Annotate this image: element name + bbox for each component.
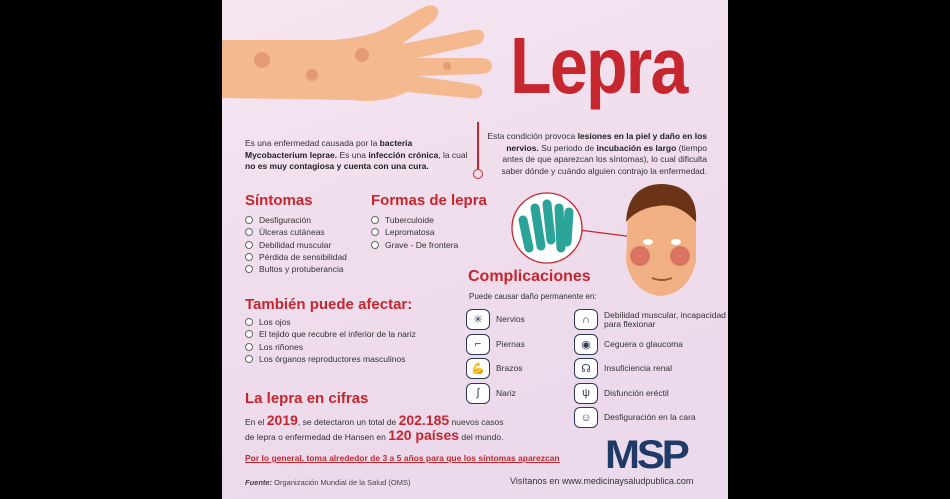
complicacion-left-label: Nervios <box>496 314 525 324</box>
complicacion-right-label: Desfiguración en la cara <box>604 412 696 422</box>
leg-icon: ⌐ <box>466 334 490 355</box>
msp-logo: MSP <box>605 433 687 477</box>
complicacion-right-label: Disfunción eréctil <box>604 387 669 398</box>
arm-icon: 💪 <box>466 358 490 379</box>
bullet-circle-icon <box>245 355 253 363</box>
sintomas-item-label: Bultos y protuberancia <box>259 264 344 275</box>
complicaciones-heading: Complicaciones <box>468 268 591 285</box>
face-icon: ☺ <box>574 407 598 428</box>
tambien-item-label: Los riñones <box>259 341 303 352</box>
sintomas-item-label: Úlceras cutáneas <box>259 227 325 238</box>
sintomas-heading: Síntomas <box>245 192 313 209</box>
face-illustration <box>618 182 703 300</box>
formas-item-label: Grave - De frontera <box>385 239 459 250</box>
muscle-icon: ∩ <box>574 309 598 330</box>
cifras-heading: La lepra en cifras <box>245 390 369 407</box>
sintomas-item <box>245 215 311 225</box>
tambien-item <box>245 342 303 352</box>
note: Por lo general, toma alrededor de 3 a 5 años para que los síntomas aparezcan <box>245 453 560 463</box>
tambien-heading: También puede afectar: <box>245 296 413 313</box>
complicacion-left-label: Nariz <box>496 387 516 398</box>
complicacion-right-label: Insuficiencia renal <box>604 363 673 373</box>
complicaciones-subtitle: Puede causar daño permanente en: <box>469 292 597 301</box>
sintomas-item <box>245 264 344 274</box>
complicacion-right-label: Ceguera o glaucoma <box>604 338 683 349</box>
tambien-item <box>245 354 405 364</box>
source: Fuente: Organización Mundial de la Salud (OMS) <box>245 478 411 487</box>
bullet-circle-icon <box>371 216 379 224</box>
bullet-circle-icon <box>371 228 379 236</box>
page-title: Lepra <box>510 21 687 110</box>
formas-heading: Formas de lepra <box>371 192 487 209</box>
bullet-circle-icon <box>245 343 253 351</box>
tambien-item <box>245 329 416 339</box>
tambien-item-label: Los órganos reproductores masculinos <box>259 353 406 364</box>
bullet-circle-icon <box>245 216 253 224</box>
website-link[interactable]: Visítanos en www.medicinaysaludpublica.com <box>510 476 694 486</box>
formas-item <box>371 240 458 250</box>
sintomas-item-label: Debilidad muscular <box>259 239 332 250</box>
formas-item-label: Tuberculoide <box>385 215 434 225</box>
bullet-circle-icon <box>245 265 253 273</box>
reproductive-icon: ψ <box>574 383 598 404</box>
complicacion-left-label: Brazos <box>496 363 523 373</box>
tambien-item <box>245 317 291 327</box>
kidney-icon: ☊ <box>574 358 598 379</box>
tambien-item-label: El tejido que recubre el inferior de la nariz <box>259 329 416 340</box>
bullet-circle-icon <box>371 241 379 249</box>
sintomas-item-label: Desfiguración <box>259 215 311 225</box>
bullet-circle-icon <box>245 253 253 261</box>
sintomas-item <box>245 240 331 250</box>
nose-icon: ∫ <box>466 383 490 404</box>
sintomas-item <box>245 252 347 262</box>
nerve-icon: ✳ <box>466 309 490 330</box>
intro-right: Esta condición provoca lesiones en la piel y daño en los nervios. Su periodo de incubación es largo (tiempo antes de que aparezcan los síntomas), lo cual dificulta saber dónde y cuándo alguien contrajo la enfermedad. <box>487 131 707 176</box>
formas-item-label: Lepromatosa <box>385 227 435 238</box>
infographic <box>222 0 728 499</box>
eye-icon: ◉ <box>574 334 598 355</box>
intro-left: Es una enfermedad causada por la bacteria Mycobacterium leprae. Es una infección crónica, la cual no es muy contagiosa y cuenta con una cura. <box>245 138 468 171</box>
complicacion-left-label: Piernas <box>496 338 525 349</box>
sintomas-item-label: Pérdida de sensibilidad <box>259 251 347 262</box>
cifras-text: En el 2019, se detectaron un total de 202.185 nuevos casos de lepra o enfermedad de Hansen en 120 países del mundo. <box>245 412 504 443</box>
formas-item <box>371 215 434 225</box>
hand-illustration <box>222 0 512 115</box>
complicacion-right-label: Debilidad muscular, incapacidad para flexionar <box>604 310 726 329</box>
tambien-item-label: Los ojos <box>259 317 291 327</box>
divider-dot <box>473 169 483 179</box>
divider-line <box>477 122 479 170</box>
bullet-circle-icon <box>245 330 253 338</box>
formas-item <box>371 227 435 237</box>
bullet-circle-icon <box>245 228 253 236</box>
sintomas-item <box>245 227 325 237</box>
bullet-circle-icon <box>245 318 253 326</box>
bullet-circle-icon <box>245 241 253 249</box>
